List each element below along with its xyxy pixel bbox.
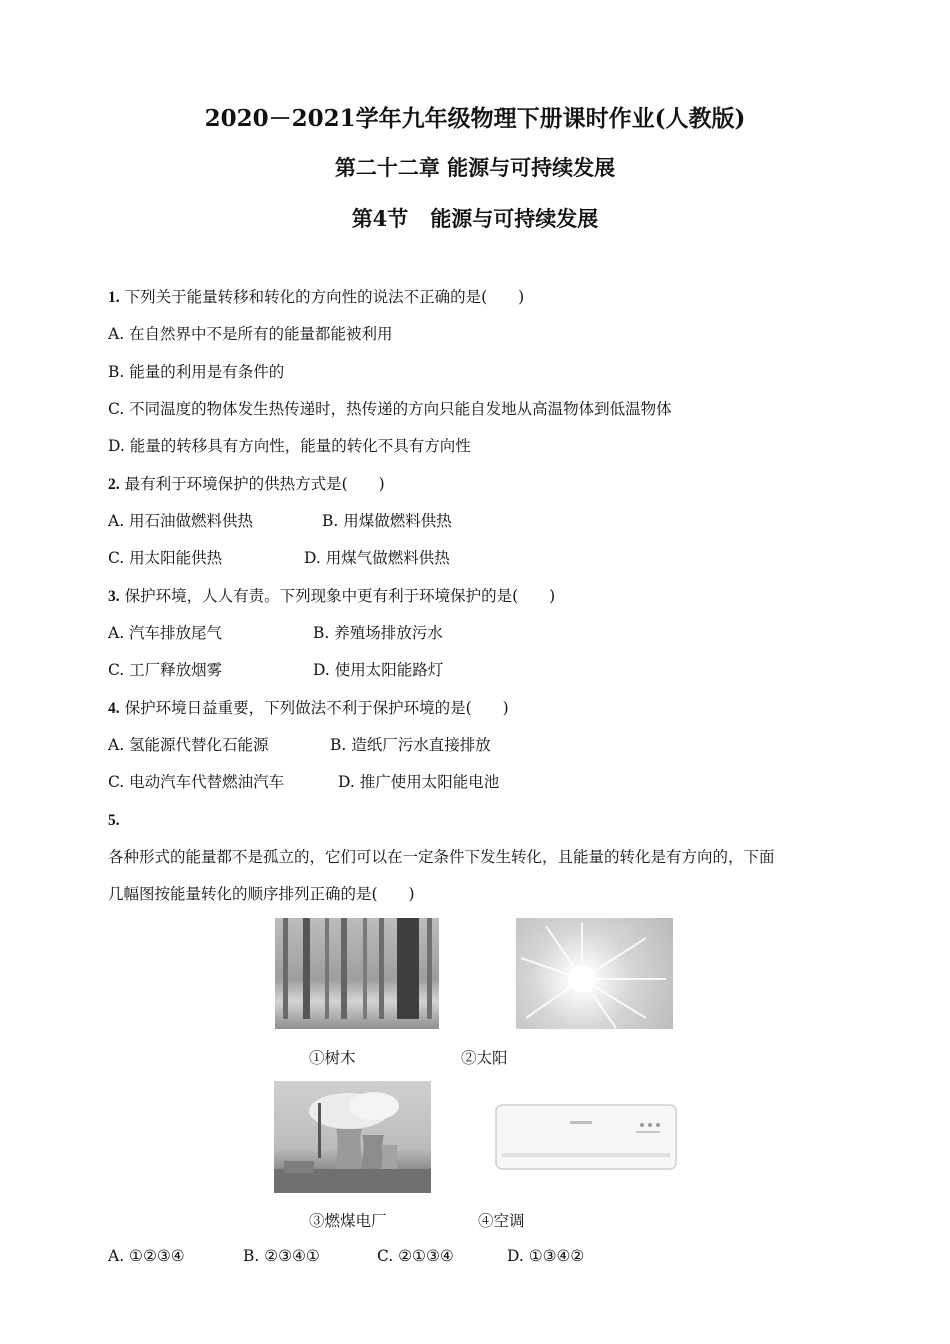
caption-sun: ②太阳 [461, 1049, 508, 1067]
q3-option-c: C. 工厂释放烟雾 [108, 661, 223, 679]
caption-power-plant: ③燃煤电厂 [309, 1212, 387, 1230]
q2-option-b: B. 用煤做燃料供热 [322, 512, 452, 530]
q3-option-d: D. 使用太阳能路灯 [313, 661, 444, 679]
q2-options-row-2 [108, 548, 450, 568]
q4-options-row-1 [108, 735, 491, 755]
q4-option-c: C. 电动汽车代替燃油汽车 [108, 773, 285, 791]
chapter-title: 第二十二章 能源与可持续发展 [334, 155, 616, 180]
q1-option-d: D. 能量的转移具有方向性，能量的转化不具有方向性 [108, 437, 471, 455]
section-number: 第4节 [351, 206, 409, 231]
question-number: 4. [108, 700, 120, 717]
q3-option-a: A. 汽车排放尾气 [108, 624, 223, 642]
q2-options-row-1 [108, 511, 452, 531]
q3-options-row-2 [108, 660, 444, 680]
coal-power-plant-image [274, 1081, 431, 1193]
air-conditioner-icon [494, 1103, 678, 1171]
caption-air-conditioner: ④空调 [478, 1212, 525, 1230]
q4-options-row-2 [108, 772, 500, 792]
q1-option-c: C. 不同温度的物体发生热传递时，热传递的方向只能自发地从高温物体到低温物体 [108, 400, 672, 418]
question-2-stem: 2. 最有利于环境保护的供热方式是( ) [108, 475, 385, 493]
q5-option-d: D. ①③④② [507, 1247, 585, 1265]
q1-option-b: B. 能量的利用是有条件的 [108, 363, 285, 381]
q5-option-a: A. ①②③④ [108, 1247, 185, 1265]
cooling-tower-icon [274, 1081, 431, 1193]
q5-stem-line-2: 几幅图按能量转化的顺序排列正确的是( ) [108, 885, 415, 903]
q1-option-a: A. 在自然界中不是所有的能量都能被利用 [108, 325, 393, 343]
sun-rays-icon [516, 918, 673, 1029]
question-3-stem: 3. 保护环境，人人有责。下列现象中更有利于环境保护的是( ) [108, 587, 556, 605]
q2-option-d: D. 用煤气做燃料供热 [304, 549, 450, 567]
q5-option-b: B. ②③④① [243, 1247, 320, 1265]
q5-options-row [108, 1246, 585, 1266]
q4-option-a: A. 氢能源代替化石能源 [108, 736, 269, 754]
page-title: 2020－2021学年九年级物理下册课时作业(人教版) [204, 105, 746, 132]
section-title [0, 203, 950, 233]
q2-option-c: C. 用太阳能供热 [108, 549, 223, 567]
question-number: 1. [108, 289, 120, 306]
question-1-stem: 1. 下列关于能量转移和转化的方向性的说法不正确的是( ) [108, 288, 525, 306]
question-number: 2. [108, 476, 120, 493]
tree-forest-image [275, 918, 439, 1029]
q2-option-a: A. 用石油做燃料供热 [108, 512, 254, 530]
sun-image [516, 918, 673, 1029]
q4-option-b: B. 造纸厂污水直接排放 [330, 736, 491, 754]
question-number: 3. [108, 588, 120, 605]
q5-stem-line-1: 各种形式的能量都不是孤立的，它们可以在一定条件下发生转化，且能量的转化是有方向的，下面 [108, 848, 775, 866]
air-conditioner-image [494, 1103, 678, 1171]
q5-option-c: C. ②①③④ [377, 1247, 454, 1265]
question-5-number: 5. [108, 812, 120, 829]
section-name: 能源与可持续发展 [430, 206, 599, 231]
caption-tree: ①树木 [309, 1049, 356, 1067]
q4-option-d: D. 推广使用太阳能电池 [338, 773, 500, 791]
q3-option-b: B. 养殖场排放污水 [313, 624, 443, 642]
question-4-stem: 4. 保护环境日益重要，下列做法不利于保护环境的是( ) [108, 699, 509, 717]
q3-options-row-1 [108, 623, 443, 643]
